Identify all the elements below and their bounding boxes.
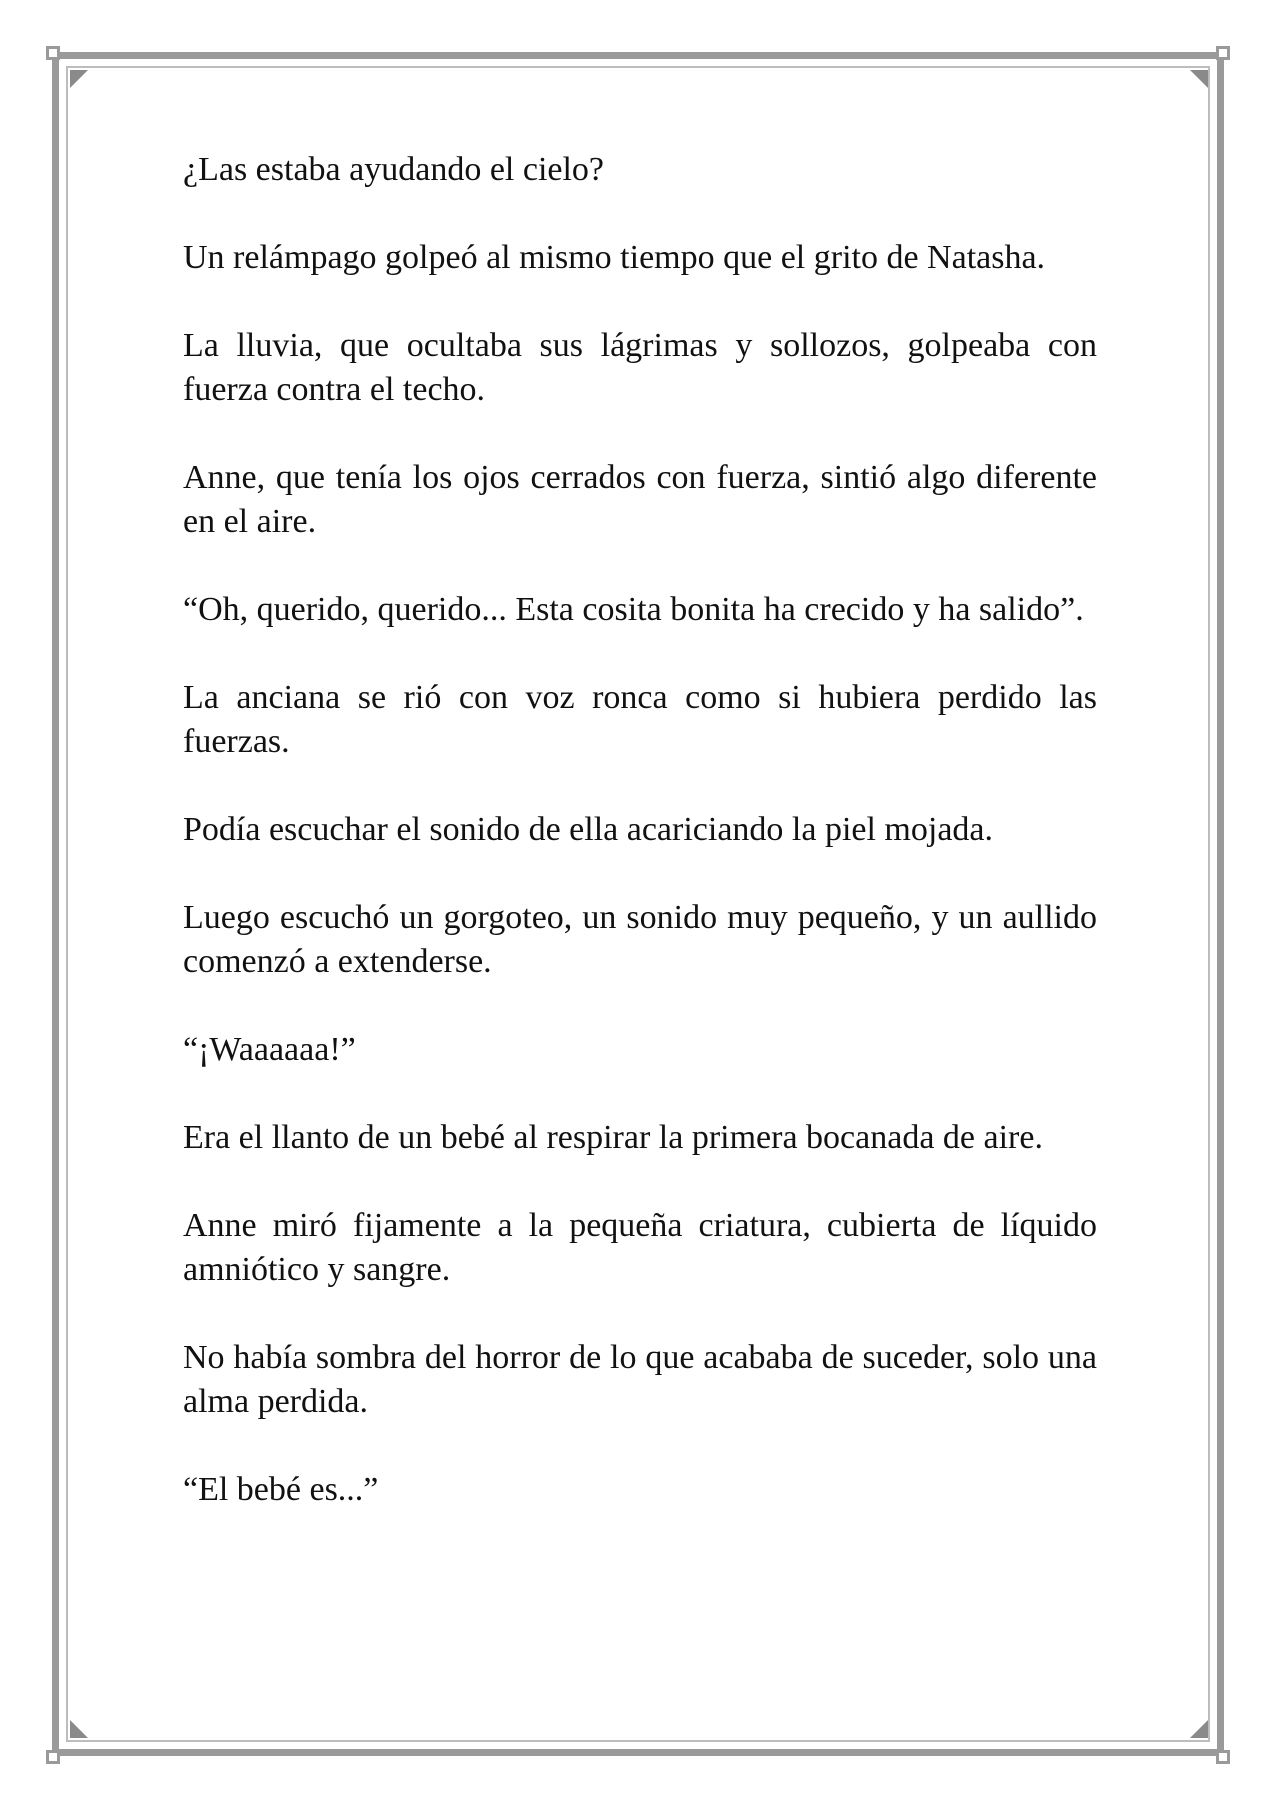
corner-ornament-bottom-right [1216, 1750, 1230, 1764]
paragraph: La anciana se rió con voz ronca como si hubiera perdido las fuerzas. [183, 679, 1097, 760]
body-text [183, 148, 1097, 1556]
corner-ornament-top-left [46, 46, 60, 60]
corner-triangle-bottom-left [70, 1720, 88, 1738]
paragraph: Un relámpago golpeó al mismo tiempo que el grito de Natasha. [183, 239, 1046, 276]
paragraph: Luego escuchó un gorgoteo, un sonido muy pequeño, y un aullido comenzó a extenderse. [183, 899, 1097, 980]
corner-ornament-top-right [1216, 46, 1230, 60]
paragraph: Era el llanto de un bebé al respirar la primera bocanada de aire. [183, 1119, 1043, 1156]
corner-triangle-bottom-right [1190, 1720, 1208, 1738]
paragraph: “Oh, querido, querido... Esta cosita bonita ha crecido y ha salido”. [183, 591, 1084, 628]
paragraph: ¿Las estaba ayudando el cielo? [183, 151, 605, 188]
paragraph: La lluvia, que ocultaba sus lágrimas y sollozos, golpeaba con fuerza contra el techo. [183, 327, 1097, 408]
corner-ornament-bottom-left [46, 1750, 60, 1764]
paragraph: Anne miró fijamente a la pequeña criatura, cubierta de líquido amniótico y sangre. [183, 1207, 1097, 1288]
paragraph: Anne, que tenía los ojos cerrados con fuerza, sintió algo diferente en el aire. [183, 459, 1097, 540]
corner-triangle-top-left [70, 70, 88, 88]
paragraph: “El bebé es...” [183, 1471, 379, 1508]
corner-triangle-top-right [1190, 70, 1208, 88]
paragraph: No había sombra del horror de lo que acababa de suceder, solo una alma perdida. [183, 1339, 1097, 1420]
paragraph: “¡Waaaaaa!” [183, 1031, 356, 1068]
paragraph: Podía escuchar el sonido de ella acariciando la piel mojada. [183, 811, 994, 848]
